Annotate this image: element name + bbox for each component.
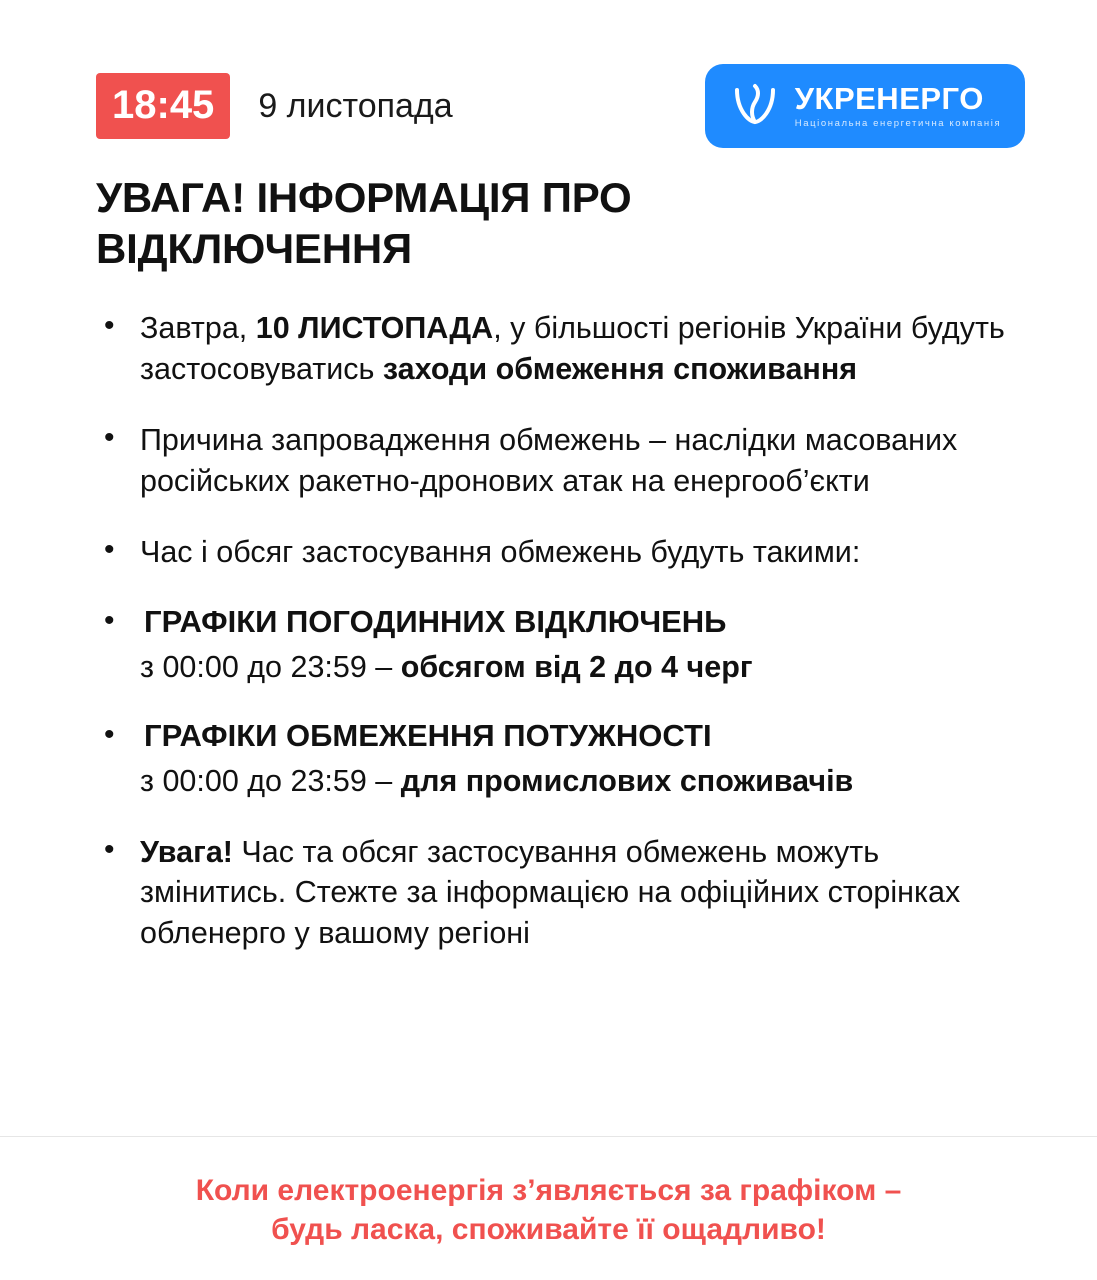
schedule-power: [140, 717, 1027, 801]
bullet-reason: • Причина запровадження обмежень – наслідки масованих російських ракетно-дронових атак на енергооб’єкти: [96, 420, 1027, 502]
date-label: 9 листопада: [258, 86, 453, 125]
ukrenergo-logo-icon: [729, 80, 781, 132]
schedule-power-line: [140, 762, 1027, 802]
bullet1-pre: Завтра,: [140, 311, 256, 346]
schedule-power-block: [96, 717, 1027, 801]
schedule-power-title: • ГРАФІКИ ОБМЕЖЕННЯ ПОТУЖНОСТІ: [144, 718, 712, 754]
bullet1-bold-date: 10 ЛИСТОПАДА: [255, 311, 494, 346]
schedule-power-detail: для промислових споживачів: [400, 763, 854, 798]
time-badge: 18:45: [96, 73, 230, 139]
schedule-hourly-title: • ГРАФІКИ ПОГОДИННИХ ВІДКЛЮЧЕНЬ: [144, 603, 727, 639]
bullet-warning: [96, 832, 1027, 955]
schedule-hourly-line: [140, 648, 1027, 688]
bullet-schedule-intro: • Час і обсяг застосування обмежень будуть такими:: [96, 532, 1027, 573]
footer-line-2: будь ласка, споживайте її ощадливо!: [271, 1213, 826, 1247]
card-footer: [0, 1137, 1097, 1280]
page-title: УВАГА! ІНФОРМАЦІЯ ПРО ВІДКЛЮЧЕННЯ: [96, 174, 632, 273]
schedule-power-range: з 00:00 до 23:59 –: [140, 763, 401, 798]
logo-subtitle: Національна енергетична компанія: [794, 118, 1002, 130]
bullet-warning-bold: Увага!: [140, 834, 233, 869]
card-body: [0, 150, 1097, 1118]
schedule-hourly-detail: обсягом від 2 до 4 черг: [400, 649, 753, 684]
schedule-hourly: [140, 603, 1027, 687]
bullet-list: [96, 308, 1027, 954]
ukrenergo-logo: [705, 64, 1025, 148]
logo-text: [795, 83, 1001, 129]
footer-line-1: Коли електроенергія з’являється за графіком –: [195, 1173, 902, 1207]
card-header: [0, 0, 1097, 150]
bullet1-mid: , у більшості регіонів України будуть застосовуватись: [140, 311, 1005, 387]
bullet-restrictions-tomorrow: [96, 308, 1027, 390]
schedule-hourly-block: [96, 603, 1027, 687]
bullet-warning-text: Час та обсяг застосування обмежень можуть змінитись. Стежте за інформацією на офіційних сторінках обленерго у вашому регіоні: [140, 834, 961, 951]
logo-title: УКРЕНЕРГО: [794, 81, 984, 117]
schedule-hourly-range: з 00:00 до 23:59 –: [140, 649, 401, 684]
bullet1-bold-measures: заходи обмеження споживання: [382, 352, 858, 387]
